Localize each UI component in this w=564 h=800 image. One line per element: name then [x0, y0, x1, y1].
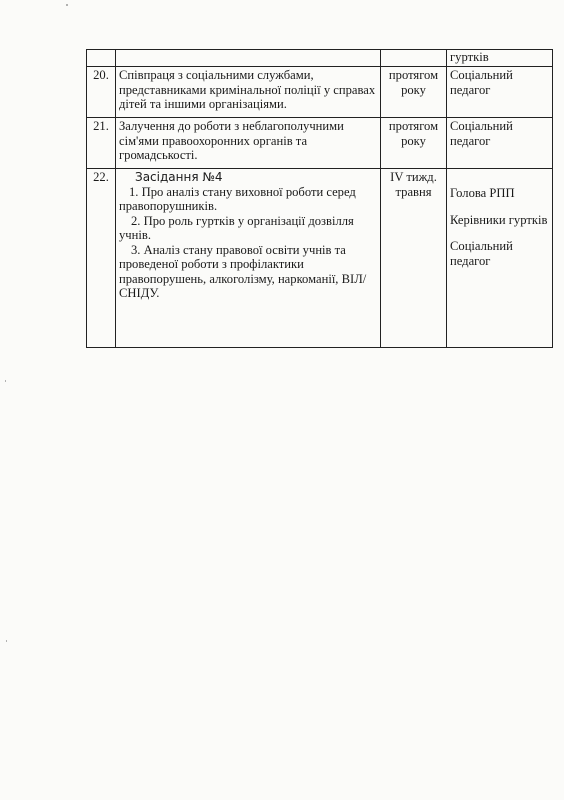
responsible-cell: [447, 169, 553, 348]
term-cell: IV тижд. травня: [381, 169, 447, 348]
row-number-cell: 21.: [87, 118, 116, 169]
activity-cell: Залучення до роботи з неблагополучними сім'ями правоохоронних органів та громадськості.: [116, 118, 381, 169]
agenda-item: 2. Про роль гуртків у організації дозвілля учнів.: [119, 213, 354, 242]
row-number-cell: 20.: [87, 67, 116, 118]
responsible-person: Соціальний педагог: [450, 239, 513, 268]
scan-speck: [5, 380, 6, 382]
term-cell: протягом року: [381, 118, 447, 169]
row-number-cell: 22.: [87, 169, 116, 348]
responsible-person: Голова РПП: [450, 186, 515, 200]
responsible-person: Керівники гуртків: [450, 212, 548, 227]
activity-cell: Співпраця з соціальними службами, представниками кримінальної поліції у справах дітей та іншими організаціями.: [116, 67, 381, 118]
table-row: [87, 118, 553, 169]
scan-speck: [66, 4, 68, 6]
term-cell: [381, 50, 447, 67]
term-cell: протягом року: [381, 67, 447, 118]
responsible-cell: Соціальний педагог: [447, 67, 553, 118]
responsible-cell: гуртків: [447, 50, 553, 67]
meeting-title: Засідання №4: [135, 170, 223, 184]
activity-plan-table: [86, 49, 553, 348]
activity-cell: [116, 50, 381, 67]
table-row: [87, 169, 553, 348]
row-number-cell: [87, 50, 116, 67]
activity-cell: [116, 169, 381, 348]
agenda-item: 3. Аналіз стану правової освіти учнів та проведеної роботи з профілактики правопорушень, алкоголізму, наркоманії, ВІЛ/СНІДУ.: [119, 242, 367, 300]
table-row-continuation: [87, 50, 553, 67]
table-row: [87, 67, 553, 118]
responsible-cell: Соціальний педагог: [447, 118, 553, 169]
scan-speck: [6, 640, 7, 642]
agenda-item: 1. Про аналіз стану виховної роботи серед правопорушників.: [119, 184, 356, 213]
